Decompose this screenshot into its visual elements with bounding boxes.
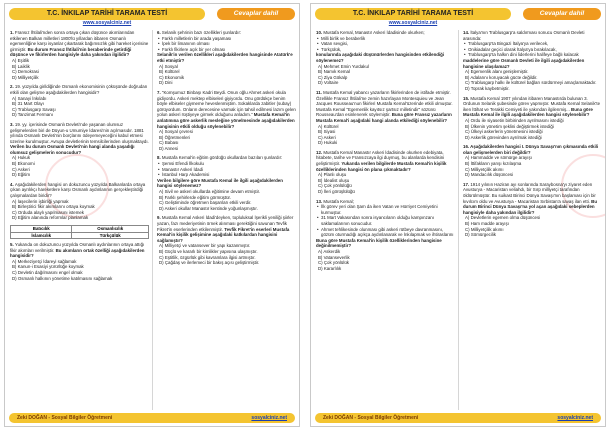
question-text: Selanik şehrinin bazı özellikleri şunlardır: <box>161 30 242 35</box>
question-bullet: • İstanbul Harp Akademisi <box>157 172 296 178</box>
answer-option: D) Eğitim <box>12 172 31 178</box>
answer-option: D) İleri görüşlülüğü <box>318 189 355 195</box>
answer-option: D) Toprak kaybetmiştir. <box>465 85 510 91</box>
question-text: 1914 yılının Haziran ayı sonlarında Saraybosna'yı ziyaret eden Avusturya - Macaristan veliahdı, bir Sırp milliyetçi tarafından öldürülmüştür. Bu suikast Birinci Dünya Savaşı'nın başlaması için bir kıvılcım oldu ve Avusturya - Macaristan Sırbistan'a savaş ilan etti. <box>463 181 596 204</box>
question-prompt: Bu durum Birinci Dünya Savaşı'na yol açan aşağıdaki sebeplerden hangisiyle daha yakından ilgilidir? <box>463 198 598 215</box>
answer-option: C) Geliştiminde öğretmen başarıları etkili verdir. <box>159 200 252 206</box>
question-column-left <box>316 30 455 410</box>
question-item <box>157 155 296 211</box>
answer-option: B) Birleştirici fikir akımlarını ortaya koymak <box>12 204 95 210</box>
answer-option: A) Sanayi İnkılabı <box>12 95 47 101</box>
page-footer <box>9 413 295 423</box>
answer-option: D) Hukuki <box>318 140 338 146</box>
question-number: 8. <box>157 155 162 161</box>
question-number: 4. <box>10 181 15 187</box>
answer-option: B) Güçlü ve kararlı bir kimlikler yapısına ulaşmıştır. <box>159 248 258 254</box>
question-number: 14. <box>463 30 471 35</box>
answer-option: C) Babası <box>159 140 179 146</box>
answer-option: B) Öğretmenleri <box>159 134 190 140</box>
question-number: 10. <box>316 30 324 35</box>
site-url[interactable]: www.sosyalciniz.net <box>388 20 438 26</box>
question-number: 6. <box>157 30 162 35</box>
question-prompt: Buna göre Fransız yazarların Mustafa Kemal'i aşağıdaki hangi alanda etkilediği söylenebilir? <box>316 112 452 123</box>
table-cell: İslamcılık <box>11 232 72 239</box>
answer-option: B) Kanun-i Esasiyi yürürlüğe koymak <box>12 264 84 270</box>
answer-option: C) Demokrasi <box>12 69 39 75</box>
question-prompt: Selanik'in verilen özellikleri aşağıdakilerden hangisinde Atatürk'e etki etmiştir? <box>157 52 293 63</box>
answer-option: A) İaşecilerin işbirliği yapmak <box>12 198 69 204</box>
test-title: T.C. İNKILAP TARİHİ TARAMA TESTİ <box>9 8 205 20</box>
question-prompt: konularında aşağıdaki düşünürlerden hangisinden etkilendiği söylenemez? <box>316 52 445 63</box>
question-text: Mustafa Kemal Manastır Askeri İdadisinde okurken edebiyata, hitabete, tarihe ve Fransızcaya ilgi duymuş, bu alanlarda kendisini geliştirmiştir. <box>316 149 445 167</box>
answer-option: A) Kültürel <box>318 123 339 129</box>
answer-option: D) Sömürgecilik <box>465 232 496 238</box>
answers-included-badge: Cevaplar dahil <box>523 8 601 20</box>
question-number: 12. <box>316 149 324 155</box>
answer-option: B) Ekonomi <box>12 161 35 167</box>
question-number: 5. <box>10 242 15 247</box>
question-bullet: • Türkçülük, <box>316 47 455 53</box>
answer-option: B) Farklı şehirlerde eğitim görmüştür. <box>159 194 231 200</box>
question-prompt: Verilen bu durum Osmanlı Devleti'nin hangi alanda yaşadığı olumsuz gelişmelerin sonucudur? <box>10 144 135 155</box>
question-text: Mustafa Kemal yabancı yazarların fikirlerinden de istifade etmiştir. Özellikle Fransız İhtilali'ne zemin hazırlayan Montesquieu ve Jean Jacques Rousseau'nun fikirleri Mustafa Kemal'üzerinde etkili olmuştur. Mustafa Kemal "Egemenlik kayıtsız şartsız milletindir" sözünü Rousseau'dan esinlenerek söylemiştir. <box>316 89 453 118</box>
question-bullet: • 31 Mart Vakasından sonra isyancıların olduğu kampınzanı saklamalarının sonucudur. <box>316 215 455 226</box>
question-item <box>10 84 149 118</box>
question-item <box>463 182 602 238</box>
question-bullet: • İlk görev yeri olan Şam da iken Vatan ve Hürriyet Cemiyetini kurmuştur. <box>316 204 455 215</box>
question-item <box>463 96 602 141</box>
question-number: 17. <box>463 181 471 187</box>
answer-option: C) Eştitlik, özgürlük gibi kavramlara ilgisi artmıştır. <box>159 254 256 260</box>
answer-option: C) Ülkeyi askerlerin yönetmesini istediği <box>465 129 543 135</box>
question-item <box>10 182 149 221</box>
answer-option: C) Askeri <box>12 166 30 172</box>
question-bullet: • Trablusgarp'ta halkın dini liderlerini halifeye bağlı kalacak <box>463 52 602 58</box>
question-prompt: Bu akımların ortak özelliği aşağıdakilerden hangisidir? <box>10 247 145 259</box>
answer-option: B) Ülkenin yönetim şeklini değiştirmek istediği <box>465 123 554 129</box>
answer-option: B) Kültürel <box>159 69 180 75</box>
question-column-left <box>10 30 149 410</box>
answer-option: A) Milliyetçi ve vatansever bir yapı kazanmıştır. <box>159 243 251 249</box>
question-prompt: Buna göre Mustafa Kemal ile ilgili aşağıdakilerden hangisi söylenebilir? <box>463 106 593 118</box>
footer-url[interactable]: sosyalciniz.net <box>251 415 287 421</box>
question-prompt: Mustafa Kemal'in anlatımına göre askerlik mesleğine yönelmesinde aşağıdakilerden hangisinin etkili olduğu söylenebilir? <box>157 112 295 129</box>
answer-option: A) Askerdik <box>318 248 341 254</box>
question-item <box>10 242 149 281</box>
answer-option: A) Planlı oluşu <box>318 172 347 178</box>
question-number: 3. <box>10 121 15 127</box>
answer-option: C) Ekonomik <box>159 74 185 80</box>
answers-included-badge: Cevaplar dahil <box>217 8 295 20</box>
question-number: 15. <box>463 95 471 101</box>
answer-option: B) İttifakların yarışı kızılaşma <box>465 161 522 167</box>
question-item <box>316 90 455 146</box>
answer-option: C) Çok yönlülüğü <box>318 183 352 189</box>
answer-option: A) Egemenlik alanı genişlemiştir. <box>465 69 529 75</box>
ideas-table <box>10 225 149 239</box>
question-text: İtalya'nın Trablusgarp'a saldırması sonucu Osmanlı Devleti arasında: <box>463 30 585 41</box>
answer-option: A) Hammadde ve sömürge arayışı <box>465 155 532 161</box>
question-number: 11. <box>316 89 324 95</box>
answer-option: D) Çağdaş ve ilerlemeci bir bakış açısı geliştirmiştir. <box>159 260 260 266</box>
question-text: 19. yy. içerisinde Osmanlı Devleti'nde yaşanan olumsuz gelişmelerden biri de Düyun-u Umumiye İdaresi'nin açılmasıdır. 1881 yılında Osmanlı Devleti'nin borçlarını ödeyemeyeceğini kabul etmesi üzerine kurulmuştur. Avrupa devletlerinin temsilcilerinden oluşmaktaydı. <box>10 121 149 144</box>
question-column-right <box>463 30 602 410</box>
question-number: 2. <box>10 84 15 90</box>
question-bullet: • Farklı milletlerin bir arada yaşaması <box>157 36 296 42</box>
question-bullet: • Şemsi Efendi İlkokulu <box>157 161 296 167</box>
question-prompt: maddelerine göre Osmanlı Devleti ile ilgili aşağıdakilerden hangisine ulaşılamaz? <box>463 57 585 69</box>
answer-option: C) Milliyetçilik akımı <box>465 226 504 232</box>
question-prompt: Tevfik Fikret'in eserleri Mustafa Kemal'in kişilik gelişimine aşağıdaki katkılardan hangisini sağlamıştır? <box>157 226 290 243</box>
answer-option: D) Eğitim alanında reformlar planlamak <box>12 215 89 221</box>
question-number: 13. <box>316 198 324 204</box>
answer-option: D) Dini <box>159 80 173 86</box>
answer-option: A) Ordu ile siyasetin birbirinden ayrılmasını istediği <box>465 117 564 123</box>
question-bullet: • Onikiadalar geçici olarak İtalya'ya bırakılacak, <box>463 47 602 53</box>
question-number: 7. <box>157 89 162 95</box>
question-bullet: • Farklı fikirlere açık bir yer olması <box>157 47 296 53</box>
answer-option: D) Tanzimat Fermanı <box>12 112 53 118</box>
question-text: Mustafa Kemal Askeri İdadi'deyken, topluluksal İşerikli yeniliği şiirler yazan, fazı mederiyetinin örnek alınması gerektiğini savunan Tevfik Fikret'in eserlerinden etkilenmiştir. <box>157 215 294 232</box>
question-bullet: • Ahmet tehlikesinde olunması gibi askeri rütbeye davranmasını, gözüm oturmadığı açıkça aydınlanarak ve İnkılapmak ve ihtiraslarını <box>316 227 455 238</box>
answer-option: B) 31 Mart Olayı <box>12 101 44 107</box>
question-bullet: • Vatan sevgisi, <box>316 41 455 47</box>
question-item <box>463 144 602 178</box>
answer-option: A) Merkeziyetçi İdareyi sağlamak <box>12 258 77 264</box>
author-name: Zeki DOĞAN - Sosyal Bilgiler Öğretmeni <box>323 415 419 421</box>
question-bullet: • Milli birlik ve beraberlik <box>316 36 455 42</box>
answer-option: C) Trablusgarp halkı ile kültürel bağları sürdürmeyi amaçlamaktadır. <box>465 80 597 86</box>
question-prompt: Aşağıdakilerden hangisi I. Dünya Savaşı'nın çıkmasında etkili olan gelişmelerden biri değildir? <box>463 144 599 155</box>
question-number: 16. <box>463 144 471 150</box>
answer-option: A) Devletlerin egemen olma düşüncesi <box>465 215 541 221</box>
question-text: 19. yüzyılda girildiğinde Osmanlı ekonomisinin çöküşünde doğrudan etkili olan gelişme aşağıdakilerden hangisidir? <box>10 84 148 95</box>
answer-option: C) Askeri <box>318 134 336 140</box>
page-body <box>10 30 294 410</box>
answer-option: C) Milliyetçilik akımı <box>465 166 504 172</box>
question-column-right <box>157 30 296 410</box>
page-body <box>316 30 600 410</box>
answer-option: A) Eşitlik <box>12 57 30 63</box>
answer-option: D) Kararlılık <box>318 265 342 271</box>
question-prompt: Verilen bilgilere göre Mustafa Kemal ile ilgili aşağıdakilerden hangisi söylenemez? <box>157 177 283 189</box>
answer-option: C) Ziya Gökalp <box>318 74 348 80</box>
answer-option: A) Mehmet Emin Yurdakul <box>318 63 369 69</box>
answer-option: D) Osmanlı halkının yönetime katılmasını sağlamak <box>12 275 113 281</box>
question-bullet: • İpek bir limanının olması <box>157 41 296 47</box>
question-text: Yukarıda on dokuzuncu yüzyılda Osmanlı aydınlarının ortaya attığı fikir akımları verilmiştir. <box>10 242 145 253</box>
answer-option: A) Sosyal çevresi <box>159 129 193 135</box>
question-item <box>10 122 149 178</box>
answer-option: C) Çok yönlülük <box>318 260 349 266</box>
right-page <box>310 3 606 427</box>
column-divider <box>458 30 459 410</box>
answer-option: B) İdealist oluşu <box>318 177 350 183</box>
question-item <box>316 199 455 272</box>
table-cell: Batıcılık <box>11 226 72 233</box>
question-number: 1. <box>10 30 15 35</box>
question-text: "Komşumuz Binbaşı Kadri Beydi. Onun oğlu Ahmet askeri okula gidiyordu. Askeri mektep elbiseleri giyiyordu. Onu gördükçe benim böyle elbiseler giymeme heveslenmiştim. Sokaklarda zabitler (subay) görüyordum. Onların derecesine varmak için tahsil edilmesi lazım gelen yolun askeri rüştiyeye girmek olduğunu anladım." <box>157 89 296 118</box>
left-page <box>4 3 300 427</box>
answer-option: B) Ham madde arayışı <box>465 221 509 226</box>
question-text: Aşağıdakilerden hangisi on dokuzuncu yüzyılda Balkanlarda ortaya çıkan ayrılıkçı hareketlere karşı Osmanlı aydınlarının gerçekleştirdiği çalışmalardan biridir? <box>10 181 146 199</box>
answer-option: B) Vatanseverlik <box>318 254 350 260</box>
answer-option: B) Laiklik <box>12 63 30 69</box>
table-cell: Türkçülük <box>72 232 149 239</box>
question-item <box>157 90 296 152</box>
column-divider <box>152 30 153 410</box>
author-name: Zeki DOĞAN - Sosyal Bilgiler Öğretmeni <box>17 415 113 421</box>
page-header <box>315 8 601 26</box>
answer-option: A) Sosyal <box>159 63 178 69</box>
answer-option: A) Sivil ve askeri okullarda eğitimine devam etmiştir. <box>159 189 261 195</box>
answer-option: B) Adalarını koruyacak gücte değildir. <box>465 74 538 80</box>
site-url[interactable]: www.sosyalciniz.net <box>82 20 132 26</box>
page-header <box>9 8 295 26</box>
question-item <box>10 30 149 80</box>
footer-url[interactable]: sosyalciniz.net <box>557 415 593 421</box>
answer-option: A) Hukuk <box>12 155 31 161</box>
question-item <box>316 30 455 86</box>
answer-option: D) Askerlik görevinden ayrılmak istediği <box>465 134 542 140</box>
answer-option: C) Devletin dağılmasını engel olmak <box>12 269 83 275</box>
answer-option: B) Namık Kemal <box>318 69 350 75</box>
answer-option: D) Milliyetçilik <box>12 74 39 80</box>
answer-option: D) Annesi <box>159 145 179 151</box>
question-text: Mustafa Kemal'in eğitim gördüğü okullardan bazıları şunlardır: <box>161 155 283 161</box>
test-title: T.C. İNKILAP TARİHİ TARAMA TESTİ <box>315 8 511 20</box>
question-item <box>316 150 455 195</box>
question-text: Mustafa Kemal 1907 yılından itibaren Manastırda bulunan 3. Ordunun Selanik şubesinde görev yapmıştır. Mustafa Kemal Selanik'te iken İttihat ve Terakki Cemiyeti ile yakından ilgilenmiş... <box>463 95 601 112</box>
answer-option: D) Askeri okullar Manastır kentinde yoğunlaşmıştır. <box>159 205 258 211</box>
question-prompt: Yukarıda verilen bilgilerde Mustafa Kemal'in kişilik özelliklerinden hangisi ön plana çıkmaktadır? <box>316 161 447 172</box>
question-item <box>463 30 602 92</box>
question-bullet: • Manastır Askeri İdadi <box>157 167 296 173</box>
question-text: Mustafa Kemal, Manastır Askeri İdadisinde okurken; <box>323 30 425 35</box>
page-footer <box>315 413 601 423</box>
question-prompt: Bu durum Fransız İhtilali'nin beraberinde getirdiği düşünce ve fikirlerden hangisiyle daha yakından ilgilidir? <box>10 46 132 58</box>
answer-option: D) Mandacılık düşüncesi <box>465 172 514 178</box>
question-text: Fransız İhtilali'nden sonra ortaya çıkan düşünce akımlarından etkilenen Balkan milletleri 1800'lü yıllardan itibaren Osmanlı egemenliğine karşı isyanlar çıkartarak bağımsızlık gibi hareket içerisine girmiştir. <box>10 30 149 52</box>
question-item <box>157 215 296 265</box>
question-bullet: • Trablusgarp'ta Bingazi İtalya'ya verilecek, <box>463 41 602 47</box>
table-cell: Osmanlıcılık <box>72 226 149 233</box>
answer-option: D) Voltaire <box>318 80 339 86</box>
answer-option: C) Trablusgarp Savaşı <box>12 106 56 112</box>
answer-option: B) Siyasi <box>318 129 336 135</box>
question-item <box>157 30 296 86</box>
question-text: Mustafa Kemal; <box>323 198 354 204</box>
question-number: 9. <box>157 215 162 221</box>
question-prompt: Buna göre Mustafa Kemal'in kişilik özelliklerinden hangisine değinilmemiştir? <box>316 237 442 249</box>
answer-option: C) Orduda alaylı yapılmasını istemek <box>12 209 84 215</box>
